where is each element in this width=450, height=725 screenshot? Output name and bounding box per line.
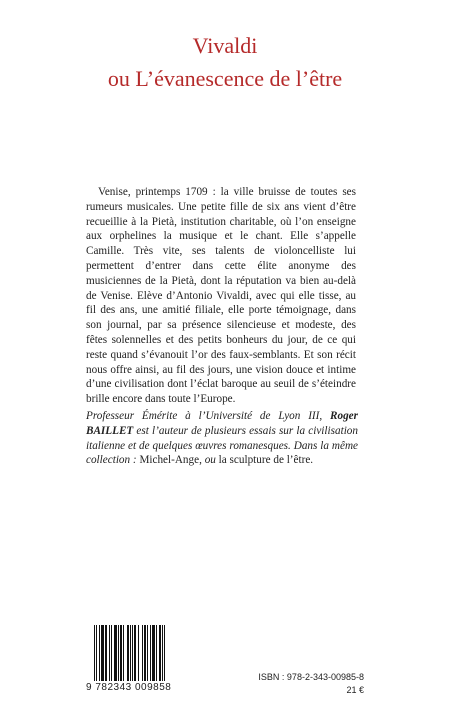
related-book-title: Michel-Ange, [139, 454, 205, 467]
book-title: Vivaldi [192, 33, 258, 58]
bio-intro: Professeur Émérite à l’Université de Lyon III, [86, 410, 331, 422]
back-cover-summary: Venise, printemps 1709 : la ville bruisse de toutes ses rumeurs musicales. Une petite fille de six ans vient d’être recueillie à la Pietà, institution charitable, où l’on enseigne aux orphelines la musique et le chant. Elle s’appelle Camille. Très vite, ses talents de violoncelliste lui permettent d’entrer dans cette élite anonyme des musiciennes de la Pietà, dont la réputation va bien au-delà de Venise. Elève d’Antonio Vivaldi, avec qui elle tisse, au fil des ans, une amitié filiale, elle porte témoignage, dans son journal, par sa présence silencieuse et modeste, des fêtes solennelles et des petits bonheurs du jour, de ce qui reste quand s’évanouit l’or des faux-semblants. Et son récit nous offre ainsi, au fil des jours, une vision douce et intime d’une civilisation dont l’éclat baroque au seuil de s’éteindre brille encore dans toute l’Europe. [86, 186, 356, 406]
price: 21 € [346, 685, 364, 695]
barcode-bars [94, 625, 196, 681]
book-subtitle: ou L’évanescence de l’être [107, 66, 343, 91]
related-book-ou: ou [204, 454, 216, 467]
isbn-number: ISBN : 978-2-343-00985-8 [258, 672, 364, 682]
barcode [86, 625, 198, 695]
author-bio [86, 409, 358, 468]
author-name: Roger BAILLET [86, 410, 358, 437]
related-book-title-rest: la sculpture de l’être. [215, 454, 314, 467]
bio-description: est l’auteur de plusieurs essais sur la civilisation italienne et de quelques œuvres romanesques. Dans la même collection : [86, 424, 358, 467]
barcode-digits: 9 782343 009858 [86, 682, 172, 693]
isbn-block [258, 671, 364, 697]
